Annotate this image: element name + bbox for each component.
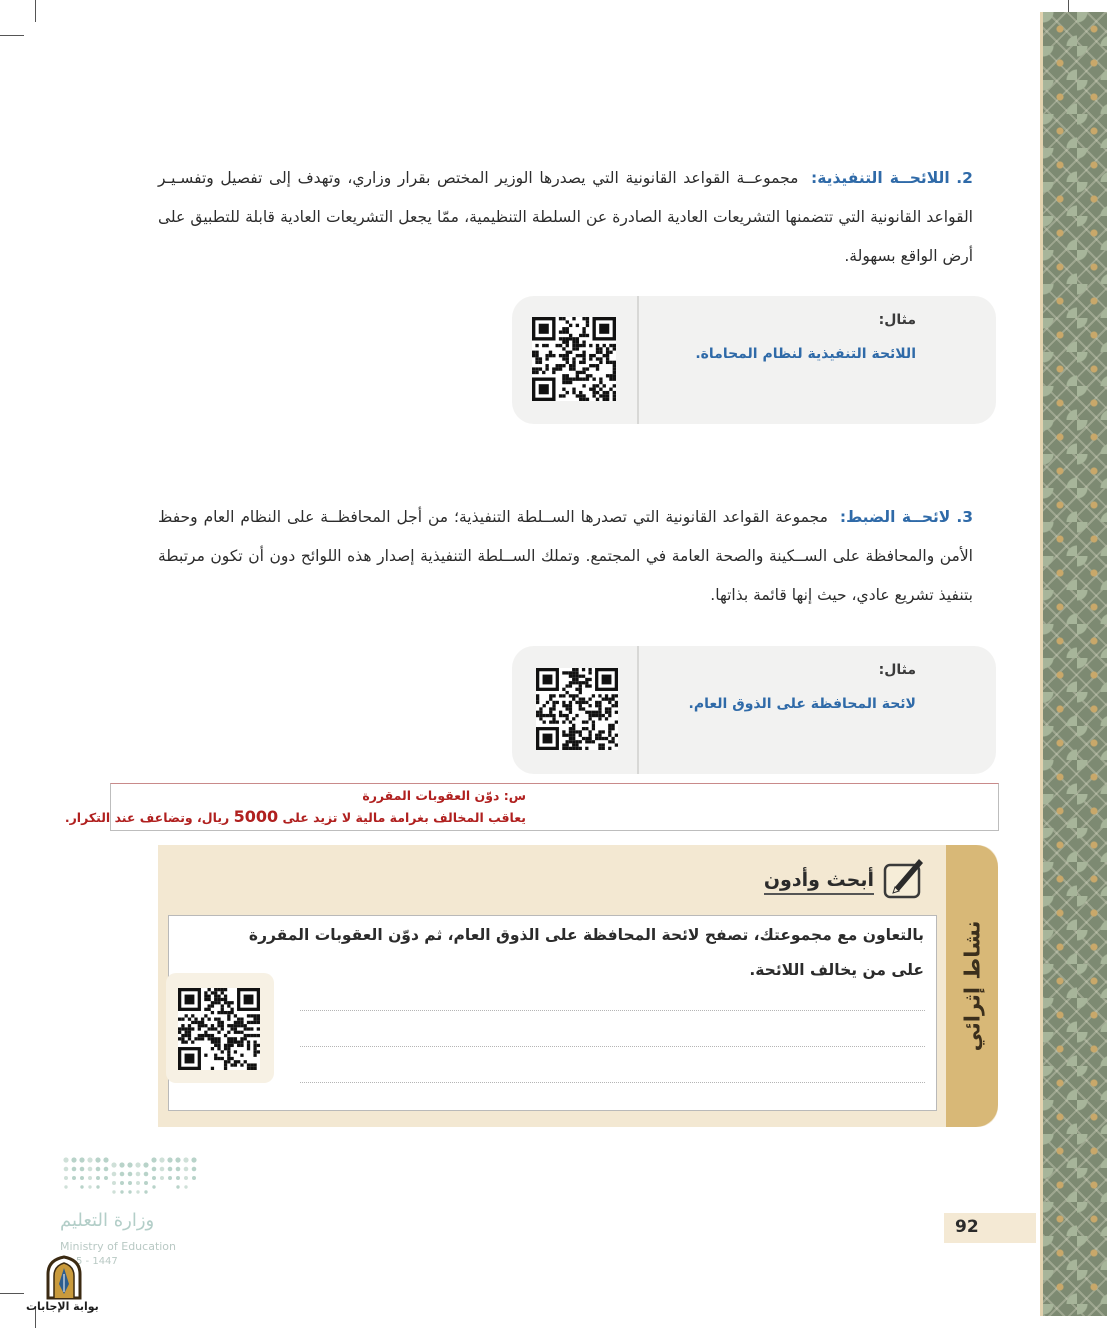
year-label: 5 - 1447 [76, 1256, 118, 1267]
section-term: اللائحــة التنفيذية: [811, 169, 950, 187]
logo-dot [87, 1157, 92, 1162]
answer-text-start: يعاقب المخالف بغرامة مالية لا تزيد على [282, 810, 526, 825]
logo-dot [96, 1167, 101, 1172]
logo-dot [160, 1176, 164, 1180]
logo-dot [104, 1176, 108, 1180]
logo-dot [104, 1167, 109, 1172]
activity-tab-label: نشاط إثرائي [960, 920, 984, 1052]
example-title: مثال: [878, 312, 916, 328]
qr-code-icon[interactable] [536, 668, 618, 750]
logo-dot [63, 1157, 68, 1162]
logo-dot [127, 1162, 132, 1167]
logo-dot [191, 1157, 196, 1162]
logo-dot [160, 1167, 165, 1172]
logo-dot [168, 1176, 172, 1180]
qr-code-pattern [532, 317, 616, 401]
logo-dot [120, 1172, 125, 1177]
logo-dot [88, 1185, 91, 1188]
logo-dot [112, 1172, 117, 1177]
qr-code-icon[interactable] [532, 317, 616, 401]
logo-dot [176, 1185, 179, 1188]
logo-dot [143, 1162, 148, 1167]
logo-dot [80, 1167, 85, 1172]
logo-dot [96, 1185, 99, 1188]
section-body: مجموعة القواعد القانونية التي تصدرها الســلطة التنفيذية؛ من أجل المحافظــة على النظام العام وحفظ الأمن والمحافظة على الســكينة والصحة العامة في المجتمع. وتملك الســلطة التنفيذية إصدار هذه اللوائح دون أن تكون مرتبطة بتنفيذ تشريع عادي، حيث إنها قائمة بذاتها. [158, 508, 973, 604]
answer-text [65, 807, 526, 826]
logo-dot [64, 1167, 69, 1172]
logo-dot [192, 1176, 196, 1180]
portal-name: بوابة الإجابات [26, 1300, 99, 1313]
logo-dot [152, 1185, 155, 1188]
section-2-paragraph [158, 159, 973, 276]
section-3-paragraph [158, 498, 973, 615]
logo-dot [112, 1181, 116, 1185]
logo-dot [184, 1176, 188, 1180]
answer-amount: 5000 [233, 807, 279, 826]
logo-dot [96, 1176, 100, 1180]
logo-dot [135, 1162, 140, 1167]
card-divider [637, 296, 639, 424]
logo-dot [136, 1190, 139, 1193]
writing-line[interactable] [300, 1082, 925, 1083]
logo-dot [64, 1176, 68, 1180]
logo-dot [192, 1167, 197, 1172]
logo-dot [95, 1157, 100, 1162]
logo-dot [152, 1167, 157, 1172]
logo-dot [128, 1190, 131, 1193]
answer-text-end: ريال، وتضاعف عند التكرار. [64, 810, 230, 825]
logo-dot [159, 1157, 164, 1162]
writing-line[interactable] [300, 1046, 925, 1047]
ministry-name-en: Ministry of Education [60, 1240, 177, 1253]
logo-dot [80, 1185, 83, 1188]
activity-instructions: بالتعاون مع مجموعتك، تصفح لائحة المحافظة على الذوق العام، ثم دوّن العقوبات المقررة على من يخالف اللائحة. [248, 926, 924, 979]
logo-dot [71, 1157, 76, 1162]
logo-dot [184, 1185, 187, 1188]
logo-dot [136, 1181, 140, 1185]
example-text: لائحة المحافظة على الذوق العام. [688, 696, 916, 712]
ministry-logo-icon [60, 1152, 200, 1202]
logo-dot [120, 1190, 123, 1193]
logo-dot [176, 1167, 181, 1172]
logo-dot [176, 1176, 180, 1180]
logo-dot [167, 1157, 172, 1162]
logo-dot [183, 1157, 188, 1162]
decorative-pattern-strip [1040, 12, 1107, 1316]
logo-dot [144, 1181, 148, 1185]
activity-tab-label-wrap [946, 845, 998, 1127]
logo-dot [112, 1190, 115, 1193]
logo-dot [175, 1157, 180, 1162]
logo-dot [119, 1162, 124, 1167]
logo-dot [111, 1162, 116, 1167]
logo-dot [144, 1172, 149, 1177]
section-term: لائحــة الضبط: [839, 508, 951, 526]
portal-logo-icon [40, 1254, 88, 1302]
logo-dot [144, 1190, 147, 1193]
logo-dot [64, 1185, 67, 1188]
logo-dot [168, 1167, 173, 1172]
logo-dot [80, 1176, 84, 1180]
logo-dot [136, 1172, 141, 1177]
card-divider [637, 646, 639, 774]
logo-dot [128, 1172, 133, 1177]
logo-dot [151, 1157, 156, 1162]
answer-box [64, 783, 999, 831]
logo-dot [88, 1167, 93, 1172]
answer-question: س: دوّن العقوبات المقررة [362, 788, 526, 803]
qr-code-pattern [536, 668, 618, 750]
ministry-name-ar: وزارة التعليم [60, 1210, 155, 1231]
logo-dot [152, 1176, 156, 1180]
logo-dot [79, 1157, 84, 1162]
crop-mark [0, 35, 24, 36]
example-text: اللائحة التنفيذية لنظام المحاماة. [695, 346, 916, 362]
section-number: 3. [956, 508, 973, 526]
logo-dot [72, 1176, 76, 1180]
writing-line[interactable] [300, 1010, 925, 1011]
logo-dot [103, 1157, 108, 1162]
section-number: 2. [956, 169, 973, 187]
page-number: 92 [955, 1217, 979, 1237]
crop-mark [35, 0, 36, 22]
example-title: مثال: [878, 662, 916, 678]
logo-dot [184, 1167, 189, 1172]
logo-dot [72, 1167, 77, 1172]
qr-code-icon[interactable] [178, 988, 260, 1070]
logo-dot [88, 1176, 92, 1180]
qr-code-pattern [178, 988, 260, 1070]
crop-mark [0, 1293, 24, 1294]
logo-dot [120, 1181, 124, 1185]
logo-dot [128, 1181, 132, 1185]
section-body: مجموعــة القواعد القانونية التي يصدرها الوزير المختص بقرار وزاري، وتهدف إلى تفصيل وتفسـيـر القواعد القانونية التي تتضمنها التشريعات العادية الصادرة عن السلطة التنظيمية، ممّا يجعل التشريعات العادية قابلة للتطبيق على أرض الواقع بسهولة. [158, 169, 973, 265]
pen-paper-icon [879, 853, 925, 901]
activity-title: أبحث وأدون [764, 869, 874, 895]
